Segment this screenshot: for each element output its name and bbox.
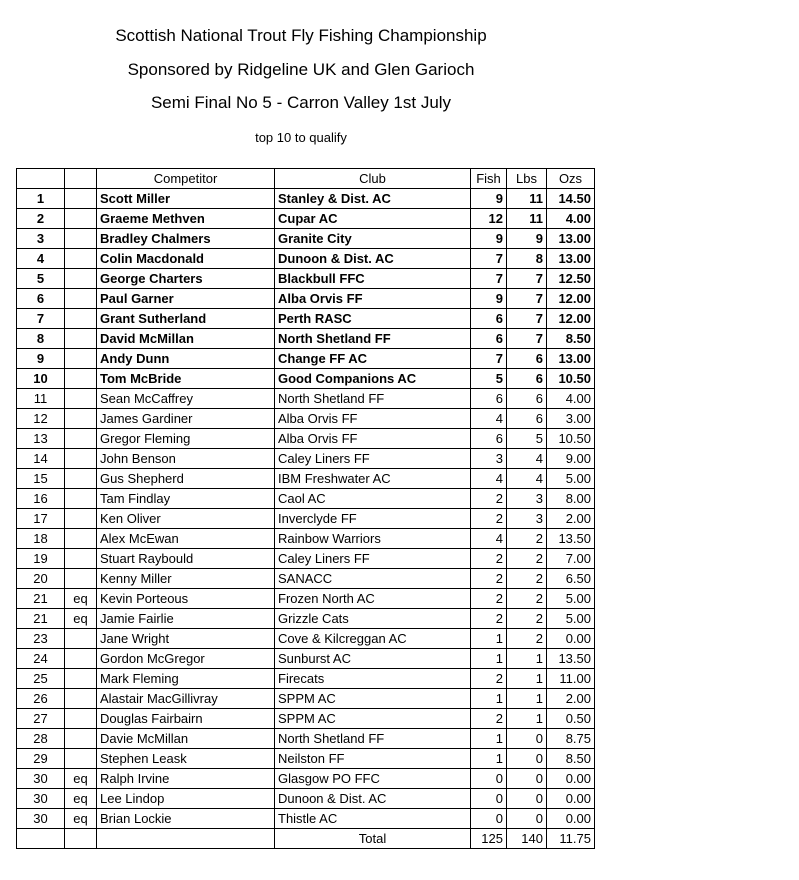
lbs-cell: 2 xyxy=(507,569,547,589)
header-ozs: Ozs xyxy=(547,169,595,189)
table-row xyxy=(17,229,595,249)
ozs-cell: 14.50 xyxy=(547,189,595,209)
competitor-cell: Davie McMillan xyxy=(97,729,275,749)
tie-marker-cell xyxy=(65,269,97,289)
lbs-cell: 1 xyxy=(507,709,547,729)
fish-cell: 9 xyxy=(471,289,507,309)
club-cell: Change FF AC xyxy=(275,349,471,369)
table-row xyxy=(17,509,595,529)
table-row xyxy=(17,749,595,769)
total-fish: 125 xyxy=(471,829,507,849)
lbs-cell: 6 xyxy=(507,369,547,389)
ozs-cell: 0.00 xyxy=(547,769,595,789)
fish-cell: 4 xyxy=(471,529,507,549)
table-row xyxy=(17,189,595,209)
header-lbs: Lbs xyxy=(507,169,547,189)
ozs-cell: 8.75 xyxy=(547,729,595,749)
club-cell: Grizzle Cats xyxy=(275,609,471,629)
fish-cell: 2 xyxy=(471,509,507,529)
fish-cell: 2 xyxy=(471,589,507,609)
table-row xyxy=(17,389,595,409)
position-cell: 28 xyxy=(17,729,65,749)
competitor-cell: Grant Sutherland xyxy=(97,309,275,329)
lbs-cell: 0 xyxy=(507,809,547,829)
table-row xyxy=(17,669,595,689)
total-row xyxy=(17,829,595,849)
tie-marker-cell: eq xyxy=(65,609,97,629)
tie-marker-cell xyxy=(65,449,97,469)
club-cell: Caley Liners FF xyxy=(275,449,471,469)
position-cell: 30 xyxy=(17,769,65,789)
ozs-cell: 5.00 xyxy=(547,469,595,489)
tie-marker-cell xyxy=(65,729,97,749)
position-cell: 26 xyxy=(17,689,65,709)
position-cell: 8 xyxy=(17,329,65,349)
position-cell: 10 xyxy=(17,369,65,389)
ozs-cell: 2.00 xyxy=(547,689,595,709)
fish-cell: 12 xyxy=(471,209,507,229)
fish-cell: 2 xyxy=(471,489,507,509)
club-cell: Glasgow PO FFC xyxy=(275,769,471,789)
club-cell: Stanley & Dist. AC xyxy=(275,189,471,209)
tie-marker-cell xyxy=(65,209,97,229)
tie-marker-cell xyxy=(65,669,97,689)
fish-cell: 1 xyxy=(471,629,507,649)
tie-marker-cell xyxy=(65,469,97,489)
tie-marker-cell xyxy=(65,749,97,769)
lbs-cell: 2 xyxy=(507,549,547,569)
competitor-cell: Tam Findlay xyxy=(97,489,275,509)
competitor-cell: Graeme Methven xyxy=(97,209,275,229)
competitor-cell: Alex McEwan xyxy=(97,529,275,549)
position-cell: 6 xyxy=(17,289,65,309)
position-cell: 19 xyxy=(17,549,65,569)
table-row xyxy=(17,309,595,329)
fish-cell: 6 xyxy=(471,329,507,349)
tie-marker-cell xyxy=(65,409,97,429)
position-cell: 30 xyxy=(17,789,65,809)
lbs-cell: 1 xyxy=(507,669,547,689)
ozs-cell: 9.00 xyxy=(547,449,595,469)
fish-cell: 2 xyxy=(471,669,507,689)
table-row xyxy=(17,529,595,549)
position-cell: 9 xyxy=(17,349,65,369)
table-header-row xyxy=(17,169,595,189)
competitor-cell: Ken Oliver xyxy=(97,509,275,529)
competitor-cell: Kevin Porteous xyxy=(97,589,275,609)
table-row xyxy=(17,609,595,629)
tie-marker-cell xyxy=(65,349,97,369)
tie-marker-cell xyxy=(65,229,97,249)
fish-cell: 5 xyxy=(471,369,507,389)
club-cell: SPPM AC xyxy=(275,689,471,709)
total-label: Total xyxy=(275,829,471,849)
club-cell: Caley Liners FF xyxy=(275,549,471,569)
fish-cell: 2 xyxy=(471,709,507,729)
table-row xyxy=(17,469,595,489)
club-cell: Cove & Kilcreggan AC xyxy=(275,629,471,649)
fish-cell: 9 xyxy=(471,189,507,209)
club-cell: Inverclyde FF xyxy=(275,509,471,529)
table-row xyxy=(17,629,595,649)
competitor-cell: George Charters xyxy=(97,269,275,289)
fish-cell: 2 xyxy=(471,609,507,629)
position-cell: 13 xyxy=(17,429,65,449)
ozs-cell: 0.00 xyxy=(547,629,595,649)
club-cell: North Shetland FF xyxy=(275,729,471,749)
spacer-cell xyxy=(65,829,97,849)
fish-cell: 1 xyxy=(471,649,507,669)
ozs-cell: 8.50 xyxy=(547,329,595,349)
club-cell: Frozen North AC xyxy=(275,589,471,609)
club-cell: Granite City xyxy=(275,229,471,249)
table-row xyxy=(17,569,595,589)
lbs-cell: 4 xyxy=(507,469,547,489)
position-cell: 2 xyxy=(17,209,65,229)
table-row xyxy=(17,789,595,809)
tie-marker-cell: eq xyxy=(65,789,97,809)
table-row xyxy=(17,329,595,349)
lbs-cell: 0 xyxy=(507,749,547,769)
fish-cell: 9 xyxy=(471,229,507,249)
club-cell: IBM Freshwater AC xyxy=(275,469,471,489)
ozs-cell: 0.00 xyxy=(547,809,595,829)
competitor-cell: Kenny Miller xyxy=(97,569,275,589)
competitor-cell: Lee Lindop xyxy=(97,789,275,809)
ozs-cell: 10.50 xyxy=(547,369,595,389)
tie-marker-cell xyxy=(65,629,97,649)
competitor-cell: Mark Fleming xyxy=(97,669,275,689)
position-cell: 1 xyxy=(17,189,65,209)
competitor-cell: Bradley Chalmers xyxy=(97,229,275,249)
table-row xyxy=(17,349,595,369)
club-cell: Sunburst AC xyxy=(275,649,471,669)
club-cell: SPPM AC xyxy=(275,709,471,729)
ozs-cell: 5.00 xyxy=(547,609,595,629)
competitor-cell: Jamie Fairlie xyxy=(97,609,275,629)
competitor-cell: Alastair MacGillivray xyxy=(97,689,275,709)
fish-cell: 1 xyxy=(471,749,507,769)
fish-cell: 7 xyxy=(471,269,507,289)
club-cell: North Shetland FF xyxy=(275,329,471,349)
table-row xyxy=(17,289,595,309)
club-cell: Alba Orvis FF xyxy=(275,289,471,309)
lbs-cell: 5 xyxy=(507,429,547,449)
ozs-cell: 11.00 xyxy=(547,669,595,689)
table-row xyxy=(17,269,595,289)
position-cell: 4 xyxy=(17,249,65,269)
club-cell: Dunoon & Dist. AC xyxy=(275,789,471,809)
table-row xyxy=(17,369,595,389)
header-competitor: Competitor xyxy=(97,169,275,189)
tie-marker-cell xyxy=(65,389,97,409)
table-row xyxy=(17,689,595,709)
qualify-note: top 10 to qualify xyxy=(255,130,347,145)
lbs-cell: 3 xyxy=(507,509,547,529)
position-cell: 21 xyxy=(17,589,65,609)
fish-cell: 3 xyxy=(471,449,507,469)
tie-marker-cell: eq xyxy=(65,589,97,609)
lbs-cell: 0 xyxy=(507,789,547,809)
competitor-cell: Douglas Fairbairn xyxy=(97,709,275,729)
table-row xyxy=(17,649,595,669)
competitor-cell: Stuart Raybould xyxy=(97,549,275,569)
event-line: Semi Final No 5 - Carron Valley 1st July xyxy=(150,93,452,112)
ozs-cell: 13.50 xyxy=(547,649,595,669)
position-cell: 24 xyxy=(17,649,65,669)
competitor-cell: Tom McBride xyxy=(97,369,275,389)
ozs-cell: 7.00 xyxy=(547,549,595,569)
tie-marker-cell xyxy=(65,309,97,329)
club-cell: Cupar AC xyxy=(275,209,471,229)
table-row xyxy=(17,729,595,749)
lbs-cell: 7 xyxy=(507,289,547,309)
fish-cell: 4 xyxy=(471,469,507,489)
lbs-cell: 6 xyxy=(507,389,547,409)
spacer-cell xyxy=(17,829,65,849)
total-ozs: 11.75 xyxy=(547,829,595,849)
competitor-cell: Ralph Irvine xyxy=(97,769,275,789)
table-row xyxy=(17,489,595,509)
lbs-cell: 11 xyxy=(507,209,547,229)
ozs-cell: 12.50 xyxy=(547,269,595,289)
fish-cell: 2 xyxy=(471,549,507,569)
total-lbs: 140 xyxy=(507,829,547,849)
lbs-cell: 7 xyxy=(507,269,547,289)
lbs-cell: 6 xyxy=(507,349,547,369)
position-cell: 21 xyxy=(17,609,65,629)
ozs-cell: 2.00 xyxy=(547,509,595,529)
ozs-cell: 4.00 xyxy=(547,389,595,409)
lbs-cell: 6 xyxy=(507,409,547,429)
competitor-cell: Paul Garner xyxy=(97,289,275,309)
lbs-cell: 9 xyxy=(507,229,547,249)
ozs-cell: 13.00 xyxy=(547,229,595,249)
table-row xyxy=(17,809,595,829)
fish-cell: 2 xyxy=(471,569,507,589)
position-cell: 23 xyxy=(17,629,65,649)
tie-marker-cell xyxy=(65,429,97,449)
ozs-cell: 13.00 xyxy=(547,349,595,369)
tie-marker-cell xyxy=(65,709,97,729)
page-title: Scottish National Trout Fly Fishing Championship xyxy=(115,26,487,45)
club-cell: Caol AC xyxy=(275,489,471,509)
position-cell: 30 xyxy=(17,809,65,829)
lbs-cell: 2 xyxy=(507,589,547,609)
fish-cell: 1 xyxy=(471,729,507,749)
results-table xyxy=(16,168,595,849)
fish-cell: 7 xyxy=(471,349,507,369)
competitor-cell: Stephen Leask xyxy=(97,749,275,769)
fish-cell: 0 xyxy=(471,769,507,789)
tie-marker-cell xyxy=(65,489,97,509)
header-position xyxy=(17,169,65,189)
position-cell: 27 xyxy=(17,709,65,729)
lbs-cell: 8 xyxy=(507,249,547,269)
lbs-cell: 3 xyxy=(507,489,547,509)
fish-cell: 4 xyxy=(471,409,507,429)
tie-marker-cell xyxy=(65,189,97,209)
tie-marker-cell xyxy=(65,529,97,549)
ozs-cell: 3.00 xyxy=(547,409,595,429)
position-cell: 5 xyxy=(17,269,65,289)
table-row xyxy=(17,209,595,229)
club-cell: Thistle AC xyxy=(275,809,471,829)
club-cell: Rainbow Warriors xyxy=(275,529,471,549)
competitor-cell: Jane Wright xyxy=(97,629,275,649)
fish-cell: 0 xyxy=(471,809,507,829)
table-row xyxy=(17,429,595,449)
tie-marker-cell xyxy=(65,329,97,349)
competitor-cell: Andy Dunn xyxy=(97,349,275,369)
table-row xyxy=(17,249,595,269)
club-cell: Firecats xyxy=(275,669,471,689)
fish-cell: 1 xyxy=(471,689,507,709)
lbs-cell: 2 xyxy=(507,529,547,549)
ozs-cell: 0.50 xyxy=(547,709,595,729)
tie-marker-cell xyxy=(65,249,97,269)
position-cell: 3 xyxy=(17,229,65,249)
club-cell: Alba Orvis FF xyxy=(275,409,471,429)
tie-marker-cell xyxy=(65,689,97,709)
lbs-cell: 1 xyxy=(507,649,547,669)
tie-marker-cell: eq xyxy=(65,769,97,789)
fish-cell: 6 xyxy=(471,429,507,449)
competitor-cell: Sean McCaffrey xyxy=(97,389,275,409)
club-cell: Blackbull FFC xyxy=(275,269,471,289)
position-cell: 29 xyxy=(17,749,65,769)
position-cell: 17 xyxy=(17,509,65,529)
ozs-cell: 4.00 xyxy=(547,209,595,229)
position-cell: 25 xyxy=(17,669,65,689)
ozs-cell: 13.50 xyxy=(547,529,595,549)
lbs-cell: 7 xyxy=(507,309,547,329)
competitor-cell: David McMillan xyxy=(97,329,275,349)
ozs-cell: 12.00 xyxy=(547,309,595,329)
table-row xyxy=(17,709,595,729)
position-cell: 7 xyxy=(17,309,65,329)
header-club: Club xyxy=(275,169,471,189)
ozs-cell: 8.50 xyxy=(547,749,595,769)
lbs-cell: 0 xyxy=(507,769,547,789)
competitor-cell: Gordon McGregor xyxy=(97,649,275,669)
ozs-cell: 6.50 xyxy=(547,569,595,589)
fish-cell: 6 xyxy=(471,309,507,329)
ozs-cell: 10.50 xyxy=(547,429,595,449)
tie-marker-cell xyxy=(65,549,97,569)
lbs-cell: 11 xyxy=(507,189,547,209)
club-cell: Good Companions AC xyxy=(275,369,471,389)
ozs-cell: 12.00 xyxy=(547,289,595,309)
table-row xyxy=(17,449,595,469)
tie-marker-cell xyxy=(65,369,97,389)
club-cell: Alba Orvis FF xyxy=(275,429,471,449)
position-cell: 18 xyxy=(17,529,65,549)
lbs-cell: 2 xyxy=(507,609,547,629)
competitor-cell: Scott Miller xyxy=(97,189,275,209)
competitor-cell: Gregor Fleming xyxy=(97,429,275,449)
competitor-cell: Colin Macdonald xyxy=(97,249,275,269)
fish-cell: 7 xyxy=(471,249,507,269)
ozs-cell: 13.00 xyxy=(547,249,595,269)
position-cell: 16 xyxy=(17,489,65,509)
fish-cell: 0 xyxy=(471,789,507,809)
header-fish: Fish xyxy=(471,169,507,189)
tie-marker-cell xyxy=(65,649,97,669)
competitor-cell: John Benson xyxy=(97,449,275,469)
lbs-cell: 4 xyxy=(507,449,547,469)
competitor-cell: Gus Shepherd xyxy=(97,469,275,489)
club-cell: Perth RASC xyxy=(275,309,471,329)
position-cell: 15 xyxy=(17,469,65,489)
table-row xyxy=(17,769,595,789)
competitor-cell: Brian Lockie xyxy=(97,809,275,829)
club-cell: North Shetland FF xyxy=(275,389,471,409)
lbs-cell: 7 xyxy=(507,329,547,349)
table-row xyxy=(17,589,595,609)
table-row xyxy=(17,549,595,569)
position-cell: 12 xyxy=(17,409,65,429)
competitor-cell: James Gardiner xyxy=(97,409,275,429)
tie-marker-cell xyxy=(65,509,97,529)
position-cell: 11 xyxy=(17,389,65,409)
spacer-cell xyxy=(97,829,275,849)
position-cell: 14 xyxy=(17,449,65,469)
sponsor-line: Sponsored by Ridgeline UK and Glen Garioch xyxy=(127,60,475,79)
lbs-cell: 1 xyxy=(507,689,547,709)
club-cell: Dunoon & Dist. AC xyxy=(275,249,471,269)
lbs-cell: 2 xyxy=(507,629,547,649)
ozs-cell: 8.00 xyxy=(547,489,595,509)
ozs-cell: 5.00 xyxy=(547,589,595,609)
club-cell: Neilston FF xyxy=(275,749,471,769)
club-cell: SANACC xyxy=(275,569,471,589)
fish-cell: 6 xyxy=(471,389,507,409)
tie-marker-cell xyxy=(65,289,97,309)
tie-marker-cell: eq xyxy=(65,809,97,829)
ozs-cell: 0.00 xyxy=(547,789,595,809)
header-eq xyxy=(65,169,97,189)
position-cell: 20 xyxy=(17,569,65,589)
table-row xyxy=(17,409,595,429)
lbs-cell: 0 xyxy=(507,729,547,749)
tie-marker-cell xyxy=(65,569,97,589)
